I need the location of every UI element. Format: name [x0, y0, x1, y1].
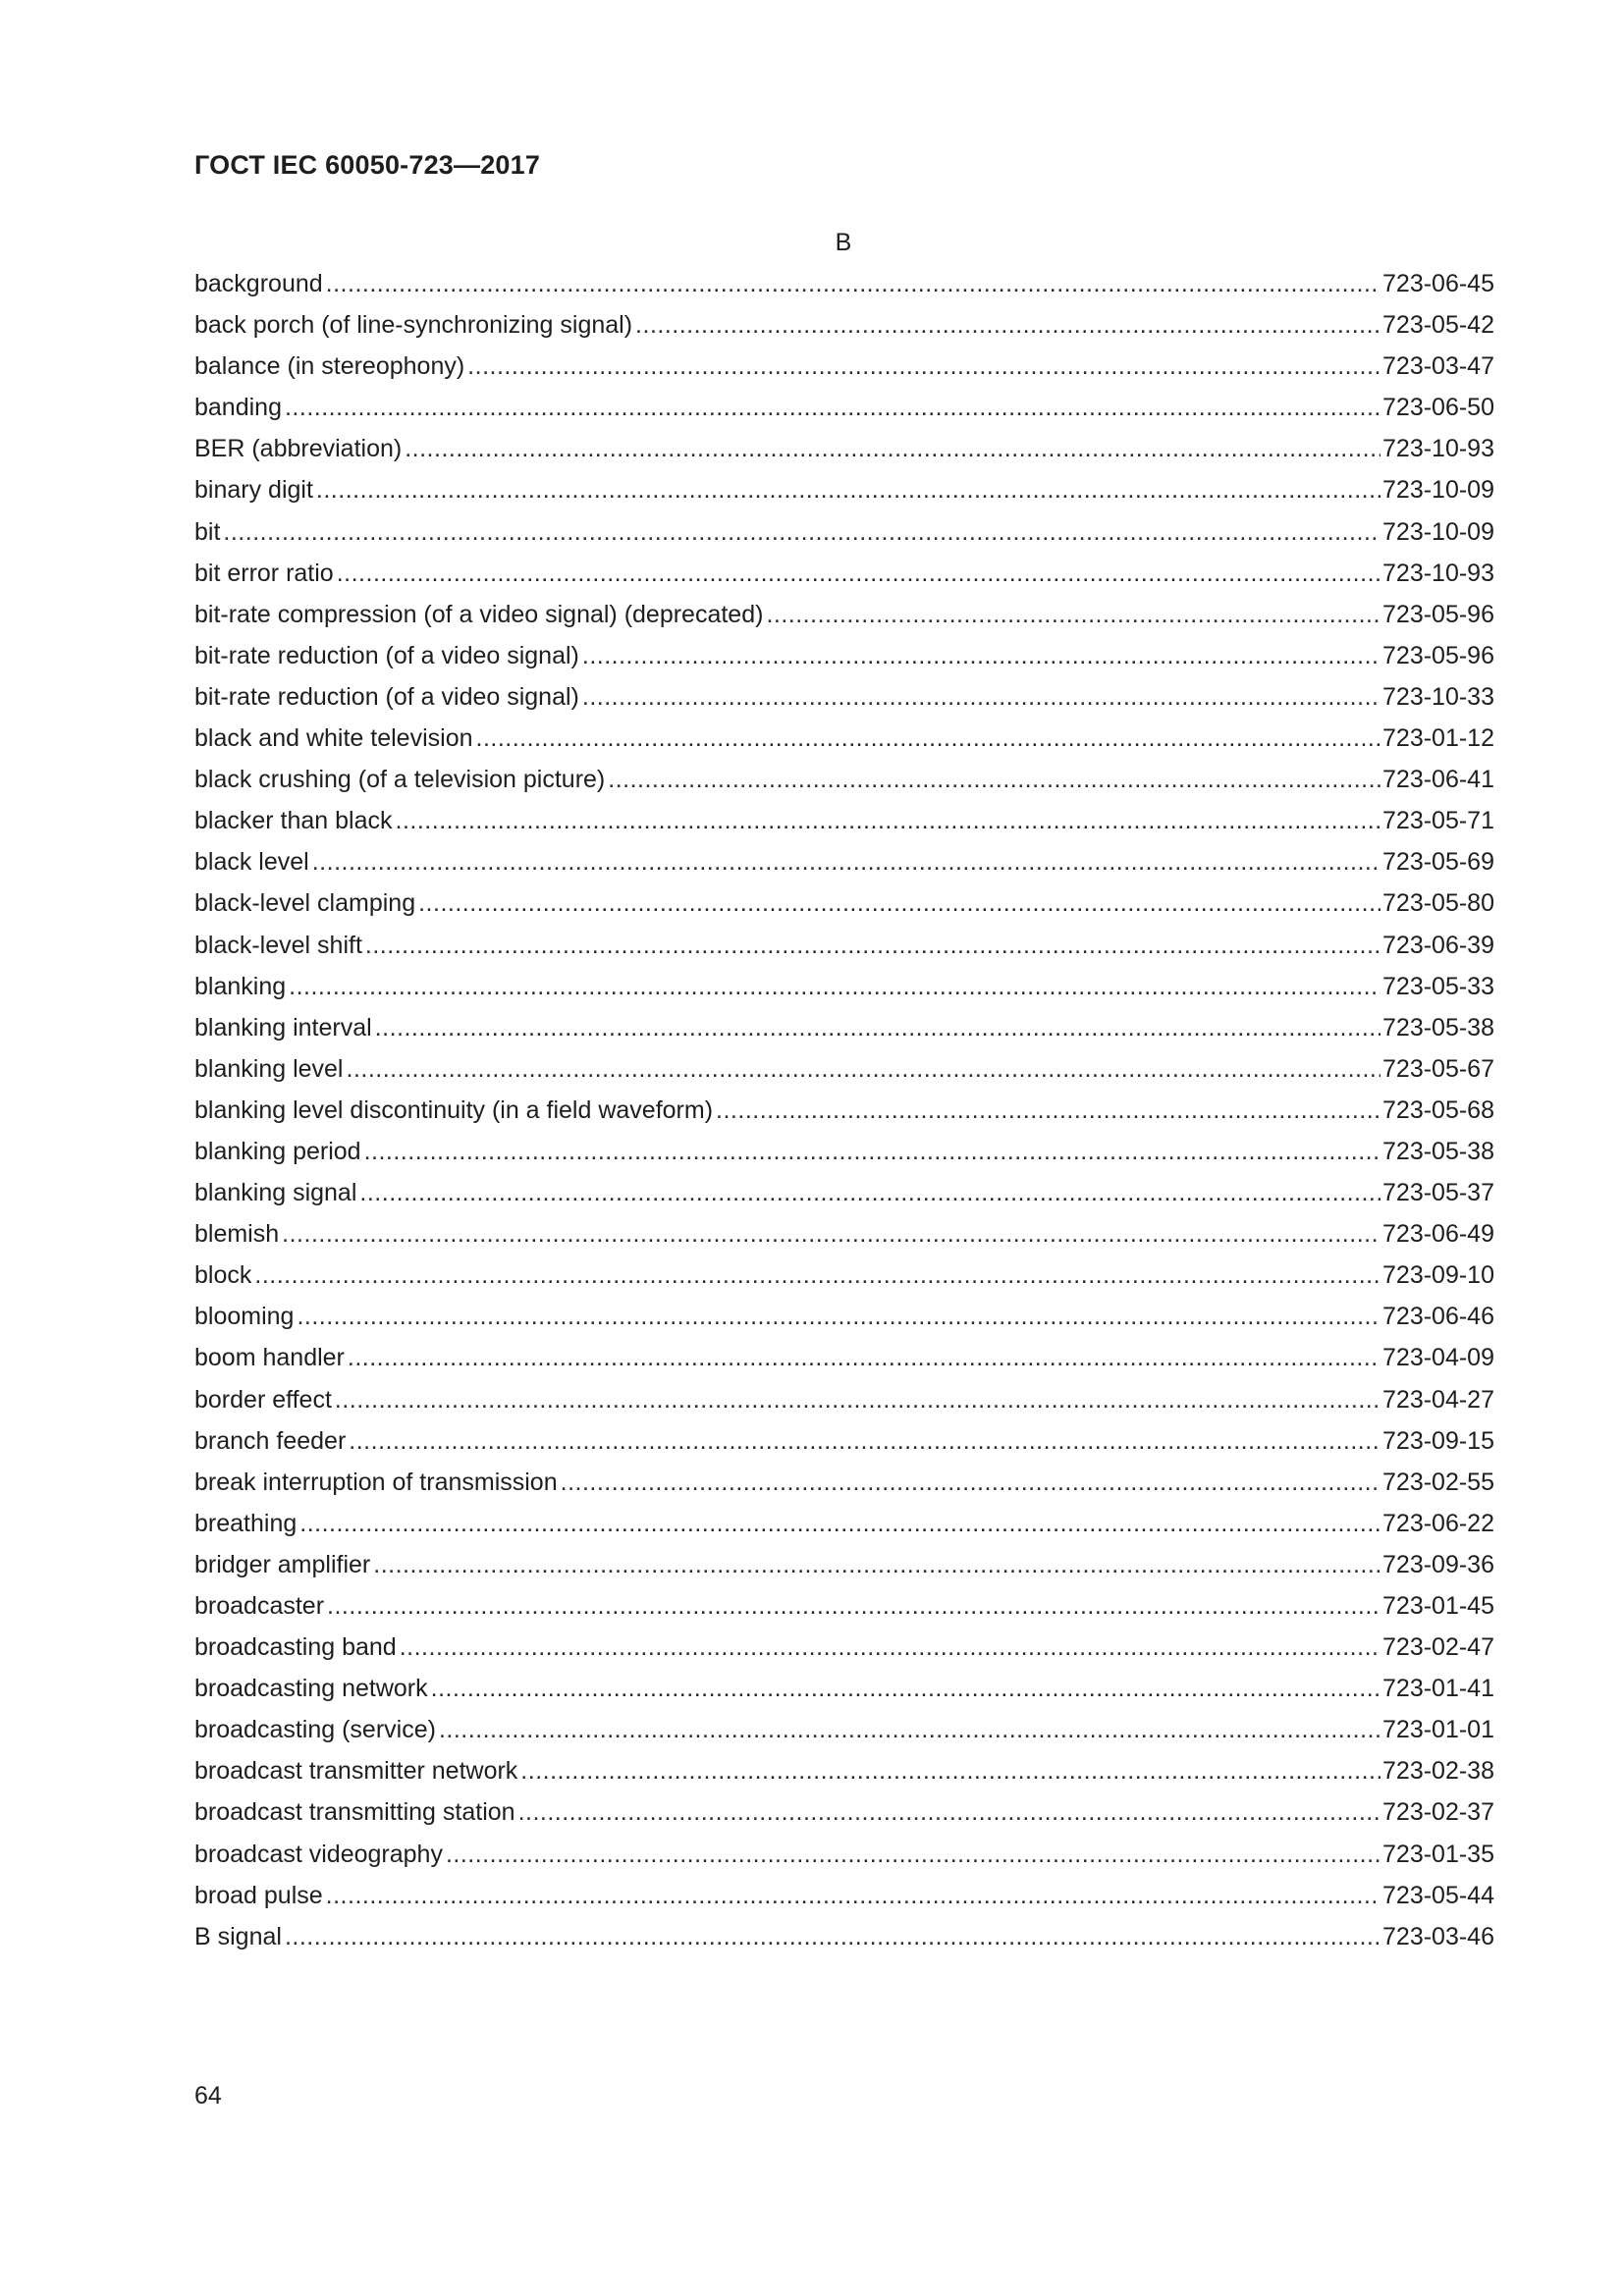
index-entry: [194, 1875, 1494, 1916]
index-entry: [194, 1131, 1494, 1172]
entry-reference: 723-05-38: [1382, 1137, 1494, 1165]
index-entry: [194, 635, 1494, 676]
dot-leader: [439, 1709, 1380, 1750]
dot-leader: [282, 1213, 1380, 1255]
dot-leader: [608, 759, 1380, 800]
index-entry: [194, 1379, 1494, 1420]
entry-reference: 723-05-44: [1382, 1881, 1494, 1909]
entry-term: broadcasting band: [194, 1633, 397, 1662]
dot-leader: [327, 1585, 1380, 1627]
dot-leader: [373, 1544, 1380, 1585]
dot-leader: [349, 1420, 1380, 1462]
index-entry: [194, 1007, 1494, 1048]
index-entry: [194, 1916, 1494, 1957]
index-entry: [194, 1709, 1494, 1750]
entry-term: block: [194, 1261, 252, 1290]
index-entry: [194, 1090, 1494, 1131]
entry-term: blanking interval: [194, 1013, 372, 1041]
index-entry: [194, 1834, 1494, 1875]
entry-reference: 723-10-93: [1382, 435, 1494, 463]
index-entry: [194, 1462, 1494, 1503]
index-entry: [194, 469, 1494, 510]
index-entry: [194, 1668, 1494, 1709]
dot-leader: [375, 1007, 1380, 1048]
dot-leader: [405, 428, 1380, 469]
entry-reference: 723-02-38: [1382, 1757, 1494, 1786]
entry-reference: 723-01-01: [1382, 1716, 1494, 1744]
index-entry: [194, 925, 1494, 966]
entry-term: broadcaster: [194, 1592, 325, 1620]
section-letter-heading: B: [835, 229, 852, 256]
entry-term: boom handler: [194, 1344, 345, 1372]
index-entry: [194, 1627, 1494, 1668]
entry-term: blooming: [194, 1303, 295, 1331]
entry-term: B signal: [194, 1922, 282, 1950]
dot-leader: [561, 1462, 1380, 1503]
dot-leader: [467, 346, 1380, 387]
entry-term: bit-rate compression (of a video signal) (deprecated): [194, 600, 764, 628]
index-entry: [194, 841, 1494, 882]
entry-reference: 723-01-35: [1382, 1840, 1494, 1868]
page-number: 64: [194, 2082, 222, 2109]
entry-reference: 723-02-37: [1382, 1798, 1494, 1827]
entry-term: bit-rate reduction (of a video signal): [194, 641, 579, 669]
entry-term: balance (in stereophony): [194, 352, 465, 381]
dot-leader: [312, 841, 1380, 882]
index-entry: [194, 346, 1494, 387]
dot-leader: [716, 1090, 1380, 1131]
entry-reference: 723-06-49: [1382, 1220, 1494, 1249]
dot-leader: [364, 1131, 1380, 1172]
index-entry: [194, 428, 1494, 469]
entry-reference: 723-10-33: [1382, 682, 1494, 711]
dot-leader: [285, 387, 1380, 428]
entry-term: bridger amplifier: [194, 1550, 371, 1578]
entry-reference: 723-05-69: [1382, 848, 1494, 877]
entry-reference: 723-05-38: [1382, 1013, 1494, 1041]
dot-leader: [476, 718, 1381, 759]
dot-leader: [431, 1668, 1380, 1709]
dot-leader: [285, 1916, 1380, 1957]
entry-term: blanking signal: [194, 1179, 357, 1207]
index-entry: [194, 1791, 1494, 1833]
entry-reference: 723-09-10: [1382, 1261, 1494, 1290]
dot-leader: [359, 1172, 1380, 1213]
entry-reference: 723-05-71: [1382, 807, 1494, 835]
entry-term: branch feeder: [194, 1426, 347, 1455]
dot-leader: [582, 676, 1380, 718]
entry-reference: 723-06-41: [1382, 766, 1494, 794]
entry-reference: 723-05-80: [1382, 889, 1494, 918]
index-entry: [194, 1420, 1494, 1462]
dot-leader: [635, 304, 1380, 346]
entry-reference: 723-06-50: [1382, 394, 1494, 422]
index-entry: [194, 800, 1494, 841]
entry-reference: 723-05-96: [1382, 641, 1494, 669]
entry-reference: 723-06-39: [1382, 931, 1494, 959]
index-entry: [194, 1048, 1494, 1090]
dot-leader: [254, 1255, 1380, 1296]
entry-term: broadcast transmitter network: [194, 1757, 518, 1786]
entry-term: black-level clamping: [194, 889, 416, 918]
entry-reference: 723-10-93: [1382, 559, 1494, 587]
index-entry: [194, 1296, 1494, 1337]
entry-reference: 723-05-96: [1382, 600, 1494, 628]
entry-reference: 723-09-36: [1382, 1550, 1494, 1578]
dot-leader: [348, 1337, 1380, 1378]
index-entry: [194, 304, 1494, 346]
entry-term: blacker than black: [194, 807, 393, 835]
entry-reference: 723-06-45: [1382, 270, 1494, 297]
entry-reference: 723-05-37: [1382, 1179, 1494, 1207]
entry-reference: 723-10-09: [1382, 517, 1494, 546]
entry-reference: 723-05-42: [1382, 311, 1494, 340]
running-header: ГОСТ IEC 60050-723—2017: [194, 150, 541, 180]
index-entry: [194, 387, 1494, 428]
entry-term: blanking level: [194, 1054, 344, 1083]
dot-leader: [326, 263, 1380, 304]
index-entry: [194, 553, 1494, 594]
entry-term: background: [194, 270, 323, 297]
dot-leader: [223, 511, 1380, 553]
entry-reference: 723-04-27: [1382, 1385, 1494, 1414]
entry-reference: 723-01-41: [1382, 1675, 1494, 1703]
index-entry: [194, 718, 1494, 759]
entry-term: breathing: [194, 1509, 298, 1537]
entry-term: broadcast videography: [194, 1840, 443, 1868]
entry-term: BER (abbreviation): [194, 435, 403, 463]
dot-leader: [400, 1627, 1380, 1668]
entry-term: black level: [194, 848, 309, 877]
entry-term: black-level shift: [194, 931, 362, 959]
dot-leader: [520, 1750, 1380, 1791]
index-entry: [194, 882, 1494, 924]
index-entry: [194, 1585, 1494, 1627]
entry-term: banding: [194, 394, 282, 422]
dot-leader: [335, 1379, 1380, 1420]
index-entry: [194, 966, 1494, 1007]
entry-reference: 723-03-47: [1382, 352, 1494, 381]
entry-term: broad pulse: [194, 1881, 323, 1909]
dot-leader: [446, 1834, 1380, 1875]
entry-reference: 723-03-46: [1382, 1922, 1494, 1950]
index-entry: [194, 1503, 1494, 1544]
entry-term: bit: [194, 517, 221, 546]
index-entry: [194, 511, 1494, 553]
entry-reference: 723-02-55: [1382, 1468, 1494, 1496]
index-entry: [194, 263, 1494, 304]
index-entry: [194, 594, 1494, 635]
entry-reference: 723-01-12: [1382, 724, 1494, 753]
entry-reference: 723-05-68: [1382, 1095, 1494, 1124]
entry-term: blanking: [194, 972, 287, 1000]
entry-term: broadcasting network: [194, 1675, 428, 1703]
dot-leader: [766, 594, 1380, 635]
entry-term: bit-rate reduction (of a video signal): [194, 682, 579, 711]
entry-term: black and white television: [194, 724, 473, 753]
entry-reference: 723-02-47: [1382, 1633, 1494, 1662]
dot-leader: [347, 1048, 1381, 1090]
dot-leader: [337, 553, 1380, 594]
index-entry: [194, 1544, 1494, 1585]
entry-term: break interruption of transmission: [194, 1468, 558, 1496]
index-entry: [194, 759, 1494, 800]
index-entry: [194, 1172, 1494, 1213]
entry-reference: 723-09-15: [1382, 1426, 1494, 1455]
entry-reference: 723-05-33: [1382, 972, 1494, 1000]
entry-term: broadcast transmitting station: [194, 1798, 515, 1827]
index-entry: [194, 676, 1494, 718]
dot-leader: [582, 635, 1380, 676]
entry-reference: 723-10-09: [1382, 476, 1494, 505]
dot-leader: [297, 1296, 1380, 1337]
dot-leader: [316, 469, 1380, 510]
entry-term: blanking period: [194, 1137, 361, 1165]
dot-leader: [418, 882, 1380, 924]
index-entry: [194, 1213, 1494, 1255]
dot-leader: [289, 966, 1380, 1007]
index-entry: [194, 1255, 1494, 1296]
term-index-list: [194, 263, 1494, 1957]
entry-reference: 723-04-09: [1382, 1344, 1494, 1372]
entry-reference: 723-01-45: [1382, 1592, 1494, 1620]
dot-leader: [396, 800, 1381, 841]
dot-leader: [299, 1503, 1380, 1544]
entry-term: blemish: [194, 1220, 280, 1249]
entry-reference: 723-06-22: [1382, 1509, 1494, 1537]
entry-reference: 723-06-46: [1382, 1303, 1494, 1331]
index-entry: [194, 1337, 1494, 1378]
entry-term: black crushing (of a television picture): [194, 766, 606, 794]
dot-leader: [365, 925, 1380, 966]
dot-leader: [518, 1791, 1380, 1833]
entry-term: binary digit: [194, 476, 313, 505]
index-entry: [194, 1750, 1494, 1791]
entry-term: back porch (of line-synchronizing signal): [194, 311, 633, 340]
entry-term: bit error ratio: [194, 559, 334, 587]
entry-term: border effect: [194, 1385, 332, 1414]
dot-leader: [326, 1875, 1380, 1916]
entry-term: blanking level discontinuity (in a field waveform): [194, 1095, 714, 1124]
entry-term: broadcasting (service): [194, 1716, 436, 1744]
entry-reference: 723-05-67: [1382, 1054, 1494, 1083]
